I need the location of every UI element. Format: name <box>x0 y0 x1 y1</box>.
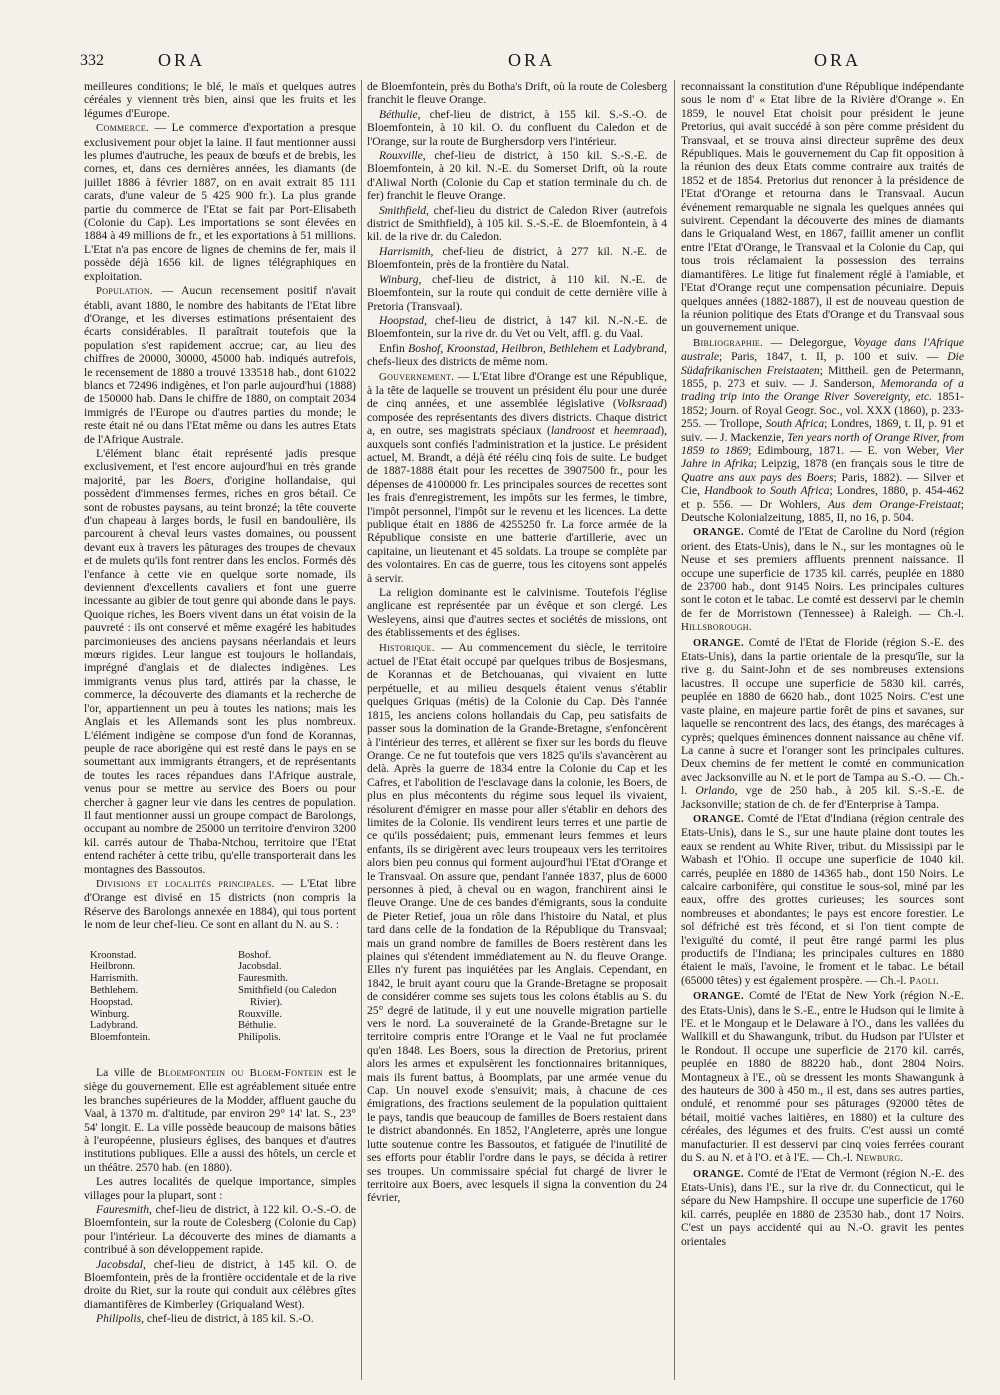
district-item: Fauresmith. <box>238 973 288 985</box>
entry-smithfield <box>367 204 667 244</box>
biblio-text: ; Londres, 1869, t. II, p. 91 et suiv. — J. Mackenzie, <box>681 417 964 444</box>
district-item: Hoopstad. <box>90 996 133 1008</box>
entry-name: Fauresmith <box>96 1203 150 1217</box>
header-word-right: ORA <box>814 50 862 70</box>
gouv-term-landroost: landroost <box>550 424 595 438</box>
entry-orange-vermont <box>681 1167 964 1248</box>
entry-seat: Hillsborough. <box>681 621 752 634</box>
biblio-title: Vier Jahre in Afrika <box>681 443 964 471</box>
boers-term: Boers <box>184 473 212 487</box>
district-item: Rouxville. <box>238 1008 283 1020</box>
entry-headword: ORANGE. <box>693 991 745 1003</box>
column-rule-right <box>674 80 675 1380</box>
gouv-text-2: ) composée des représentants des divers districts. Chaque district a, en outre, ses magistrats spéciaux ( <box>367 397 667 438</box>
paragraph-boers <box>84 447 356 876</box>
enfin-ladybrand: Ladybrand <box>613 341 665 355</box>
biblio-text: 1851-1852; Journ. of Royal Geogr. Soc., vol. XXX (1860), p. 233-255. — Trollope, <box>681 390 964 431</box>
entry-orange-florida <box>681 636 964 811</box>
district-item: Boshof. <box>238 949 271 961</box>
paragraph-autres: Les autres localités de quelque importance, simples villages pour la plupart, sont : <box>84 1175 356 1202</box>
entry-seat: Orlando <box>695 784 735 798</box>
boers-text-2: , d'origine hollandaise, qui possèdent d'immenses fermes, riches en gros bétail. Ce sont de robustes paysans, au teint bronzé; la tête couverte d'un chapeau à larges bords, le fusil en bandoulière, ils parcourent à cheval leurs vastes domaines, ou poussent devant eux à travers les pâturages des troupes de chevaux et de mulets qu'ils font rentrer dans les enclos. Formés dès l'enfance à cette vie en quelque sorte nomade, ils deviennent d'excellents cavaliers et font une guerre incessante au gibier de tout genre qui abonde dans le pays. Quoique riches, les Boers vivent dans un état voisin de la pauvreté : ils ont conservé et même exagéré les habitudes parcimonieuses des anciens paysans néerlandais et leurs mœurs rigides. Leur langue est toujours le hollandais, imprégné d'anglais et de dialectes indigènes. Les immigrants venus plus tard, attirés par la chasse, le commerce, la découverte des diamants et la recherche de l'or, appartiennent un peu à toutes les nations; mais les Anglais et les Allemands sont les plus nombreux. L'élément indigène se compose d'un fond de Korannas, peuple de race aborigène qui est resté dans le pays en se soumettant aux immigrants étrangers, et de représentants de toutes les races répandues dans l'Afrique australe, venus pour se mettre au service des Boers ou pour chercher à gagner leur vie dans les centres de population. Il faut mentionner aussi un groupe compact de Barolongs, occupant au nombre de 25000 un territoire d'environ 3200 kil. carrés autour de Thaba-Ntchou, territoire que l'Etat entend rachéter à cette tribu, qu'elle transporterait dans les montagnes des Bassoutos. <box>84 473 356 876</box>
gouv-term-heemraad: heemraad <box>613 424 661 438</box>
entry-headword: ORANGE. <box>693 637 745 649</box>
entry-headword: ORANGE. <box>693 1168 745 1180</box>
column-2 <box>367 80 667 1380</box>
paragraph-population <box>84 284 356 446</box>
entry-bethulie <box>367 108 667 148</box>
entry-name: Philipolis <box>96 1312 142 1326</box>
entry-seat: Paoli. <box>909 974 939 987</box>
enfin-text-2: et <box>598 341 614 355</box>
paragraph-continuation: de Bloemfontein, près du Botha's Drift, où la route de Colesberg franchit le fleuve Orange. <box>367 80 667 107</box>
entry-text: , chef-lieu de district, à 147 kil. N.-N.-E. de Bloemfontein, sur la rive dr. du Vet ou Velt, affl. g. du Vaal. <box>367 313 667 341</box>
biblio-text: ; Londres, 1880, p. 454-462 et p. 556. — Dr Wohlers, <box>681 484 964 511</box>
paragraph-gouvernement <box>367 370 667 586</box>
bloem-name: Bloemfontein ou Bloem-Fontein <box>157 1066 323 1079</box>
entry-jacobsdal <box>84 1258 356 1312</box>
entry-text: , chef-lieu du district de Caledon River (autrefois district de Smithfield), à 105 kil. S.-S.-E. de Bloemfontein, à 4 kil. de la rive dr. du Caledon. <box>367 203 667 244</box>
gouv-text-3: et <box>594 424 614 438</box>
gouv-text-1: — L'Etat libre d'Orange est une République, à la tête de laquelle se trouvent un président élu pour une durée de cinq années, et une assemblée législative ( <box>367 369 667 411</box>
paragraph-bibliographie <box>681 336 964 525</box>
district-item: Harrismith. <box>90 973 139 985</box>
entry-name: Béthulie <box>379 107 418 121</box>
entry-headword: ORANGE. <box>693 527 745 539</box>
section-label-bibliographie: Bibliographie. <box>693 336 764 349</box>
entry-text: , chef-lieu de district, à 150 kil. S.-S.-E. de Bloemfontein, à 20 kil. N.-E. du Somerset Drift, où la route d'Aliwal North (Colonie du Cap et station terminale du ch. de fer) franchit le fleuve Orange. <box>367 149 667 203</box>
entry-text: , chef-lieu de district, à 145 kil. O. de Bloemfontein, près de la frontière occidentale et de la rive droite du Riet, sur la route qui conduit aux célèbres gîtes diamantifères de Kimberley (Griqualand West). <box>84 1257 356 1311</box>
biblio-text: ; Mittheil. gen de Petermann, 1855, p. 273 et suiv. — J. Sanderson, <box>681 363 964 390</box>
column-3 <box>681 80 964 1380</box>
entry-text: , chef-lieu de district, à 155 kil. S.-S.-O. de Bloemfontein, à 10 kil. O. du confluent du Caledon et de l'Orange, sur la route de Burghersdorp vers l'intérieur. <box>367 107 667 148</box>
biblio-text: ; Leipzig, 1878 (en français sous le titre de <box>753 457 964 471</box>
district-item: Kroonstad. <box>90 949 137 961</box>
district-item: Rivier). <box>250 996 283 1008</box>
entry-text: , chef-lieu de district, à 277 kil. N.-E. de Bloemfontein, près de la frontière du Natal. <box>367 244 667 272</box>
entry-text: , chef-lieu de district, à 122 kil. O.-S.-O. de Bloemfontein, sur la route de Colesberg (Colonie du Cap) pour l'intérieur. La découverte des mines de diamants a contribué à son développement rapide. <box>84 1203 356 1257</box>
entry-orange-north-carolina <box>681 525 964 634</box>
biblio-text: ; Deutsche Kolonialzeitung, 1885, II, no 16, p. 504. <box>681 497 964 524</box>
biblio-title: Aus dem Orange-Freistaat <box>827 497 961 511</box>
entry-name: Harrismith <box>379 244 431 258</box>
population-text: — Aucun recensement positif n'avait établi, avant 1880, le nombre des habitants de l'Etat libre d'Orange, et les diverses estimations présentaient des écarts considérables. Il paraîtrait toutefois que la population s'est rapidement accrue; car, au lieu des chiffres de 20000, 30000, 45000 hab. indiqués autrefois, le recensement de 1880 a trouvé 133518 hab., dont 61022 blancs et 72496 indigènes, et l'on parle aujourd'hui (1888) de 150000 hab. Dans le chiffre de 1880, on comptait 2034 immigrés de l'Europe ou d'autres parties du monde; le reste était né ou dans l'Etat même ou dans les autres Etats de l'Afrique Australe. <box>84 284 356 446</box>
biblio-title: Die Südafrikanischen Freistaaten <box>681 350 964 377</box>
entry-rouxville <box>367 149 667 203</box>
entry-name: Winburg <box>379 272 419 286</box>
district-item: Jacobsdal. <box>238 961 282 973</box>
biblio-title: Handbook to South Africa <box>704 484 830 498</box>
entry-orange-indiana <box>681 812 964 988</box>
running-header <box>0 52 1000 76</box>
paragraph-intro: meilleures conditions; le blé, le maïs et quelques autres céréales y viennent très bien, ainsi que les fruits et les légumes d'Europe. <box>84 80 356 120</box>
entry-text: , vge de 250 hab., à 205 kil. S.-S.-E. de Jacksonville; station de ch. de fer d'Enterprise à Tampa. <box>681 784 964 811</box>
section-label-divisions: Divisions et localités principales. <box>96 877 275 890</box>
page-number: 332 <box>80 52 104 69</box>
section-label-population: Population. <box>96 285 153 298</box>
divisions-text: — L'Etat libre d'Orange est divisé en 15 districts (non compris la Réserve des Barolongs annexée en 1884), qui tous portent le nom de leur chef-lieu. Ce sont en allant du N. au S. : <box>84 876 356 932</box>
entry-name: Smithfield <box>379 203 427 217</box>
bloem-text-2: est le siège du gouvernement. Elle est agréablement située entre les branches supérieures de la Modder, affluent gauche du Vaal, à 1370 m. d'altitude, par environ 29° 14' lat. S., 23° 54' longit. E. La ville possède beaucoup de maisons bâties à l'européenne, plusieurs églises, des banques et d'autres institutions publiques. Elle a aussi des hôtels, un cercle et un théâtre. 2570 hab. (en 1880). <box>84 1065 356 1174</box>
entry-text: Comté de l'Etat de Caroline du Nord (région orient. des Etats-Unis), dans le N., sur les montagnes où le Neuse et ses premiers affluents prennent naissance. Il occupe une superficie de 1735 kil. carrés, peuplée en 1880 de 23700 hab., dont 9145 Noirs. Les principales cultures sont le coton et le tabac. Le comté est desservi par le chemin de fer de Morristown (Tennessee) à Raleigh. — Ch.-l. <box>681 525 964 620</box>
gouv-term-volksraad: Volksraad <box>616 397 664 411</box>
entry-headword: ORANGE. <box>693 813 745 825</box>
enfin-text-1: Enfin <box>379 341 409 355</box>
entry-name: Jacobsdal <box>96 1257 144 1271</box>
entry-text: Comté de l'Etat de Vermont (région N.-E. des Etats-Unis), dans l'E., sur la rive dr. du Connecticut, qui le sépare du New Hampshire. Il occupe une superficie de 1760 kil. carrés, peuplée en 1880 de 23530 hab., dont 17 Noirs. C'est un pays accidenté qui au N.-O. gravit les pentes orientales <box>681 1166 964 1248</box>
entry-philipolis <box>84 1312 356 1325</box>
entry-name: Rouxville <box>379 149 423 163</box>
district-item: Bethlehem. <box>90 984 139 996</box>
column-1 <box>84 80 356 1380</box>
entry-name: Hoopstad <box>379 313 425 327</box>
entry-text: , chef-lieu de district, à 110 kil. N.-E. de Bloemfontein, sur la route qui conduit de cette dernière ville à Pretoria (Transvaal). <box>367 272 667 313</box>
paragraph-continuation: reconnaissant la constitution d'une République indépendante sous le nom d' « Etat libre de la Rivière d'Orange ». En 1859, le nouvel Etat choisit pour président le jeune Pretorius, qui avait succédé à son père comme président du Transvaal, et se trouva ainsi directeur suprême des deux Républiques. Mais le gouvernement du Cap fit opposition à la réunion des deux Etats comme contraire aux traités de 1852 et de 1854. Pretorius dut renoncer à la présidence de l'Etat d'Orange et retourna dans le Transvaal. Aucun événement remarquable ne signala les quelques années qui suivirent. Cependant la découverte des mines de diamants dans le Griqualand West, en 1867, faillit amener un conflit entre l'Etat d'Orange, le Transvaal et la Colonie du Cap, qui tous trois réclamaient la possession des terrains diamantifères. Le litige fut finalement réglé à l'amiable, et l'Etat d'Orange reçut une compensation pécuniaire. Depuis quelques années (1882-1887), il est de nouveau question de la réunion politique des Etats d'Orange et du Transvaal sous un gouvernement unique. <box>681 80 964 335</box>
district-item: Heilbronn. <box>90 961 136 973</box>
district-item: Philipolis. <box>238 1032 281 1044</box>
entry-harrismith <box>367 245 667 272</box>
entry-text: Comté de l'Etat de Floride (région S.-E. des Etats-Unis), dans la partie orientale de la presqu'île, sur la rive g. du Saint-John et de ses nombreuses extensions lacustres. Il occupe une superficie de 5830 kil. carrés, peuplée en 1880 de 6620 hab., dont 1025 Noirs. C'est une vaste plaine, en majeure partie forêt de pins et savanes, sur laquelle se rencontrent des lacs, des étangs, des marécages à cyprès; quelques éminences donnent naissance au chêne vif. La canne à sucre et l'oranger sont les principales cultures. Deux chemins de fer mettent le comté en communication avec Jacksonville au N. et le port de Tampa au S.-O. — Ch.-l. <box>681 635 964 798</box>
section-label-commerce: Commerce. <box>96 122 150 135</box>
paragraph-religion: La religion dominante est le calvinisme. Toutefois l'église anglicane est représentée par un évêque et son clergé. Les Wesleyens, ainsi que d'autres sectes et sociétés de missions, ont des établissements et des églises. <box>367 586 667 640</box>
entry-hoopstad <box>367 314 667 341</box>
header-word-left: ORA <box>158 50 206 70</box>
biblio-text: ; Paris, 1847, t. II, p. 100 et suiv. — <box>719 350 948 364</box>
boers-text-1: L'élément blanc était représenté jadis presque exclusivement, et l'est encore aujourd'hui en très grande majorité, par les <box>84 446 356 487</box>
biblio-title: Voyage dans l'Afrique australe <box>681 335 964 364</box>
district-item: Winburg. <box>90 1008 130 1020</box>
entry-winburg <box>367 273 667 313</box>
biblio-title: South Africa <box>765 417 825 431</box>
column-rule-left <box>361 80 362 1380</box>
paragraph-historique <box>367 641 667 1205</box>
biblio-text: ; Paris, 1882). — Silver et Cie, <box>681 470 964 498</box>
district-list <box>84 950 356 1044</box>
entry-text: , chef-lieu de district, à 185 kil. S.-O. <box>141 1312 314 1326</box>
district-item: Ladybrand. <box>90 1020 139 1032</box>
enfin-text-3: , chefs-lieux des districts de même nom. <box>367 341 667 369</box>
entry-text: Comté de l'Etat de New York (région N.-E. des Etats-Unis), dans le S.-E., entre le Hudson qui le limite à l'E. et le Mongaup et le Delaware à l'O., dans les vallées du Wallkill et du Shawangunk, tribut. du Hudson par l'Ulster et le Rondout. Il occupe une superficie de 2170 kil. carrés, peuplée en 1880 de 88220 hab., dont 2804 Noirs. Montagneux à l'E., où se dressent les monts Shawangunk à des hauteurs de 300 à 450 m., il est, dans ses autres parties, ondulé, et renommé pour ses pâturages (92000 têtes de bétail, moitié vaches laitières, en 1880) et la culture des céréales, des légumes et des fruits. C'est aussi un comté manufacturier. Il est desservi par cinq voies ferrées courant du S. au N. et à l'O. et à l'E. — Ch.-l. <box>681 989 964 1165</box>
biblio-title: Ten years north of Orange River, from 1859 to 1869 <box>681 430 964 457</box>
paragraph-bloemfontein <box>84 1066 356 1174</box>
commerce-text: — Le commerce d'exportation a presque exclusivement pour objet la laine. Il faut mentionner aussi les plumes d'autruche, les peaux de bœufs et de brebis, les cornes, et, dans ces dernières années, les diamants (de juillet 1886 à février 1887, on en avait extrait 85 111 carats, d'une valeur de 5 425 900 fr.). La plus grande partie du commerce de l'Etat se fait par Port-Elisabeth (Colonie du Cap). Les importations se sont élevées en 1884 à 49 millions de fr., et les exportations à 51 millions. L'Etat n'a pas encore de lignes de chemins de fer, mais il possède déjà 1656 kil. de lignes télégraphiques en exploitation. <box>84 121 356 283</box>
biblio-text: — Delegorgue, <box>763 335 854 349</box>
biblio-text: ; Edimbourg, 1871. — E. von Weber, <box>748 443 945 457</box>
district-item: Bloemfontein. <box>90 1032 151 1044</box>
section-label-gouvernement: Gouvernement. <box>379 370 455 383</box>
historique-text: — Au commencement du siècle, le territoire actuel de l'Etat était occupé par quelques tribus de Bosjesmans, de Korannas et de Betchouanas, qui vivaient en lutte perpétuelle, et au milieu desquels étaient venus s'établir quelques Griquas (métis) de la Colonie du Cap. Dès l'année 1815, les anciens colons hollandais du Cap, peu satisfaits de passer sous la domination de la Grande-Bretagne, s'enfoncèrent à l'intérieur des terres, et allèrent se fixer sur les bords du fleuve Orange. Ce ne fut toutefois que vers 1825 qu'ils s'avancèrent au delà. Après la guerre de 1834 entre la Colonie du Cap et les Cafres, et l'abolition de l'esclavage dans la colonie, les Boers, de plus en plus mécontents du régime sous lequel ils vivaient, résolurent d'émigrer en masse pour aller s'établir en dehors des limites de la Colonie. Ils vendirent leurs terres et une partie de ce qu'ils possédaient; puis, emmenant leurs femmes et leurs enfants, ils se dirigèrent avec leurs troupeaux vers les territoires alors bien peu connus qui forment aujourd'hui l'Etat d'Orange et le Transvaal. On assure que, pendant l'année 1837, plus de 6000 personnes à pied, à cheval ou en wagon, franchirent ainsi le fleuve Orange. Une de ces bandes d'émigrants, sous la conduite de Pieter Retief, joua un rôle dans l'histoire du Natal, et plus tard dans celle de la fondation de la République du Transvaal; mais un grand nombre de familles de Boers restèrent dans les plaines qui s'étendent immédiatement au N. du fleuve Orange. Elles n'y furent pas inquiétées par les Anglais. Cependant, en 1842, le bruit ayant couru que la Grande-Bretagne se proposait de considérer comme ses sujets tous les colons établis au S. du 25° degré de latitude, il y eut une nouvelle migration partielle vers le nord. La souveraineté de la Grande-Bretagne sur le territoire compris entre l'Orange et le Vaal ne fut proclamée qu'en 1848. Les Boers, sous la direction de Pretorius, prirent alors les armes et expulsèrent les fonctionnaires britanniques, mais ils furent battus, à Boomplats, par une armée venue du Cap. Un nouvel exode s'ensuivit; mais, à chacune de ces émigrations, des fractions seulement de la population quittaient le pays, tandis que beaucoup de familles de Boers restaient dans le district abandonnés. En 1852, l'Angleterre, après une longue lutte soutenue contre les Bassoutos, et fatiguée de l'inutilité de ses efforts pour établir l'ordre dans le pays, se décida à retirer ses troupes. Un commissaire spécial fut chargé de livrer le territoire aux Boers, avec lesquels il signa la convention du 24 février, <box>367 640 667 1205</box>
section-label-historique: Historique. <box>379 641 435 654</box>
biblio-title: Memoranda of a trading trip into the Orange River Sovereignty, etc. <box>681 376 964 404</box>
bloem-text-1: La ville de <box>96 1065 158 1079</box>
entry-text: Comté de l'Etat d'Indiana (région centrale des Etats-Unis), dans le S., sur une haute plaine dont toutes les eaux se rendent au White River, tribut. du Mississipi par le Wabash et l'Ohio. Il occupe une superficie de 1040 kil. carrés, peuplée en 1880 de 14365 hab., dont 150 Noirs. Le calcaire carbonifère, qui constitue le sous-sol, miné par les eaux, offre des grottes curieuses; les sources sont nombreuses et abondantes; le pays est encore forestier. Le sol défriché est très fécond, et si l'on tient compte de l'exiguïté du comté, il peut être rangé parmi les plus productifs de l'Indiana; les principales cultures en 1880 étaient le maïs, l'avoine, le froment et le tabac. Le bétail (65000 têtes) y est également prospère. — Ch.-l. <box>681 811 964 987</box>
entry-fauresmith <box>84 1203 356 1257</box>
entry-seat: Newburg. <box>855 1152 904 1165</box>
enfin-names: Boshof, Kroonstad, Heilbron, Bethlehem <box>408 341 599 355</box>
biblio-title: Quatre ans aux pays des Boers <box>681 470 834 484</box>
entry-orange-new-york <box>681 989 964 1165</box>
gouv-text-4: ), auxquels sont confiés l'administration et la justice. Le président actuel, M. Brandt, a déjà été réélu cinq fois de suite. Le budget de 1887-1888 était pour les recettes de 3907500 fr., pour les dépenses de 4100000 fr. Les principales sources de recettes sont les frais d'enregistrement, les impôts sur les fermes, le timbre, l'impôt personnel, l'impôt sur le revenu et les licences. La dette publique était en 1886 de 4255250 fr. La force armée de la République consiste en une batterie d'artillerie, avec un capitaine, un lieutenant et 45 soldats. La troupe se complète par des volontaires. En cas de guerre, tous les citoyens sont appelés à servir. <box>367 424 667 585</box>
district-item: Smithfield (ou Caledon <box>238 984 337 996</box>
paragraph-enfin <box>367 342 667 369</box>
district-item: Béthulie. <box>238 1020 277 1032</box>
paragraph-commerce <box>84 121 356 283</box>
paragraph-divisions <box>84 877 356 932</box>
header-word-center: ORA <box>508 50 556 70</box>
